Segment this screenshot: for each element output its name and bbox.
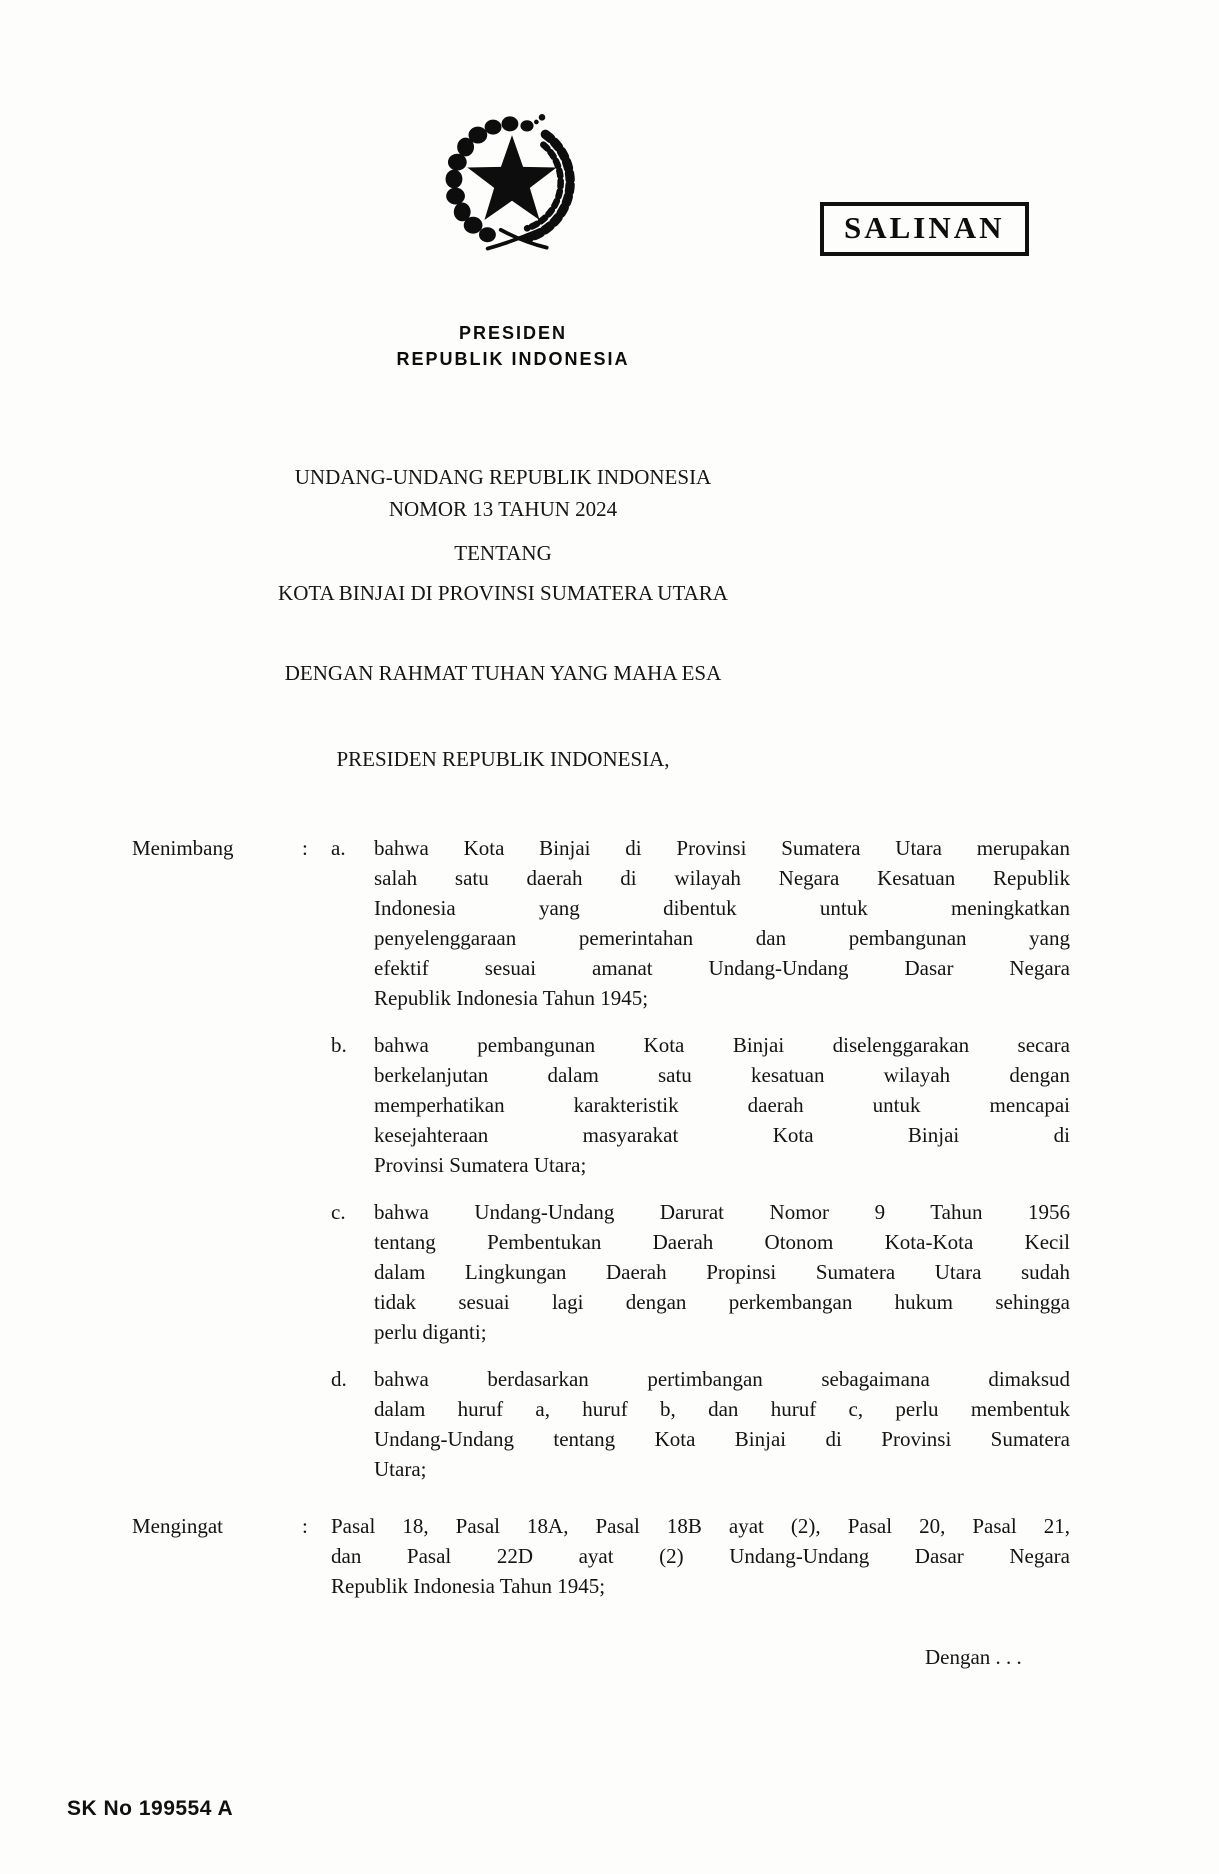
item-marker: d. xyxy=(331,1367,347,1391)
clause-row xyxy=(132,1511,1070,1618)
law-title-subject: KOTA BINJAI DI PROVINSI SUMATERA UTARA xyxy=(278,581,728,605)
clause-item xyxy=(331,1511,1070,1601)
clause-row xyxy=(132,833,1070,1501)
item-lines xyxy=(331,1511,1070,1601)
text-line: Undang-Undang tentang Kota Binjai di Provinsi Sumatera xyxy=(374,1427,1070,1451)
text-line: penyelenggaraan pemerintahan dan pembangunan yang xyxy=(374,926,1070,950)
clause-items xyxy=(331,833,1070,1501)
text-line: perlu diganti; xyxy=(374,1320,487,1344)
page-catchword: Dengan . . . xyxy=(925,1645,1022,1669)
clause-items xyxy=(331,1511,1070,1618)
authority-line: PRESIDEN REPUBLIK INDONESIA, xyxy=(336,747,670,771)
clause-colon: : xyxy=(302,1514,308,1538)
text-line: salah satu daerah di wilayah Negara Kesatuan Republik xyxy=(374,866,1070,890)
text-line: dalam huruf a, huruf b, dan huruf c, perlu membentuk xyxy=(374,1397,1070,1421)
text-line: tentang Pembentukan Daerah Otonom Kota-Kota Kecil xyxy=(374,1230,1070,1254)
law-title-tentang: TENTANG xyxy=(454,541,552,565)
text-line: dan Pasal 22D ayat (2) Undang-Undang Dasar Negara xyxy=(331,1544,1070,1568)
star-wreath-icon xyxy=(437,103,587,261)
text-line: bahwa berdasarkan pertimbangan sebagaimana dimaksud xyxy=(374,1367,1070,1391)
text-line: tidak sesuai lagi dengan perkembangan hukum sehingga xyxy=(374,1290,1070,1314)
text-line: Republik Indonesia Tahun 1945; xyxy=(331,1574,606,1598)
item-lines xyxy=(374,1364,1070,1484)
clause-item xyxy=(331,1364,1070,1484)
text-line: berkelanjutan dalam satu kesatuan wilayah dengan xyxy=(374,1063,1070,1087)
clause-label: Menimbang xyxy=(132,836,234,860)
invocation-line: DENGAN RAHMAT TUHAN YANG MAHA ESA xyxy=(284,661,722,685)
presidential-star-wreath-emblem xyxy=(437,103,587,261)
text-line: Republik Indonesia Tahun 1945; xyxy=(374,986,649,1010)
item-marker: a. xyxy=(331,836,346,860)
text-line: efektif sesuai amanat Undang-Undang Dasar Negara xyxy=(374,956,1070,980)
item-lines xyxy=(374,1197,1070,1347)
law-title-number: NOMOR 13 TAHUN 2024 xyxy=(388,497,618,521)
law-title-line1: UNDANG-UNDANG REPUBLIK INDONESIA xyxy=(294,465,712,489)
clause-item xyxy=(331,1030,1070,1180)
item-lines xyxy=(374,1030,1070,1180)
clause-colon: : xyxy=(302,836,308,860)
clause-item xyxy=(331,833,1070,1013)
text-line: Provinsi Sumatera Utara; xyxy=(374,1153,587,1177)
text-line: bahwa pembangunan Kota Binjai diselenggarakan secara xyxy=(374,1033,1070,1057)
text-line: bahwa Kota Binjai di Provinsi Sumatera Utara merupakan xyxy=(374,836,1070,860)
text-line: Indonesia yang dibentuk untuk meningkatkan xyxy=(374,896,1070,920)
salinan-stamp: SALINAN xyxy=(820,202,1029,256)
item-marker: b. xyxy=(331,1033,347,1057)
text-line: kesejahteraan masyarakat Kota Binjai di xyxy=(374,1123,1070,1147)
doc-control-number: SK No 199554 A xyxy=(67,1797,234,1820)
clauses xyxy=(132,833,1070,1618)
letterhead-line-republik-indonesia: REPUBLIK INDONESIA xyxy=(396,349,630,369)
clause-label: Mengingat xyxy=(132,1514,223,1538)
text-line: memperhatikan karakteristik daerah untuk mencapai xyxy=(374,1093,1070,1117)
text-line: Utara; xyxy=(374,1457,427,1481)
text-line: bahwa Undang-Undang Darurat Nomor 9 Tahun 1956 xyxy=(374,1200,1070,1224)
text-line: dalam Lingkungan Daerah Propinsi Sumatera Utara sudah xyxy=(374,1260,1070,1284)
letterhead xyxy=(313,320,713,372)
clause-item xyxy=(331,1197,1070,1347)
item-lines xyxy=(374,833,1070,1013)
text-line: Pasal 18, Pasal 18A, Pasal 18B ayat (2), Pasal 20, Pasal 21, xyxy=(331,1514,1070,1538)
item-marker: c. xyxy=(331,1200,346,1224)
letterhead-line-presiden: PRESIDEN xyxy=(458,323,568,343)
